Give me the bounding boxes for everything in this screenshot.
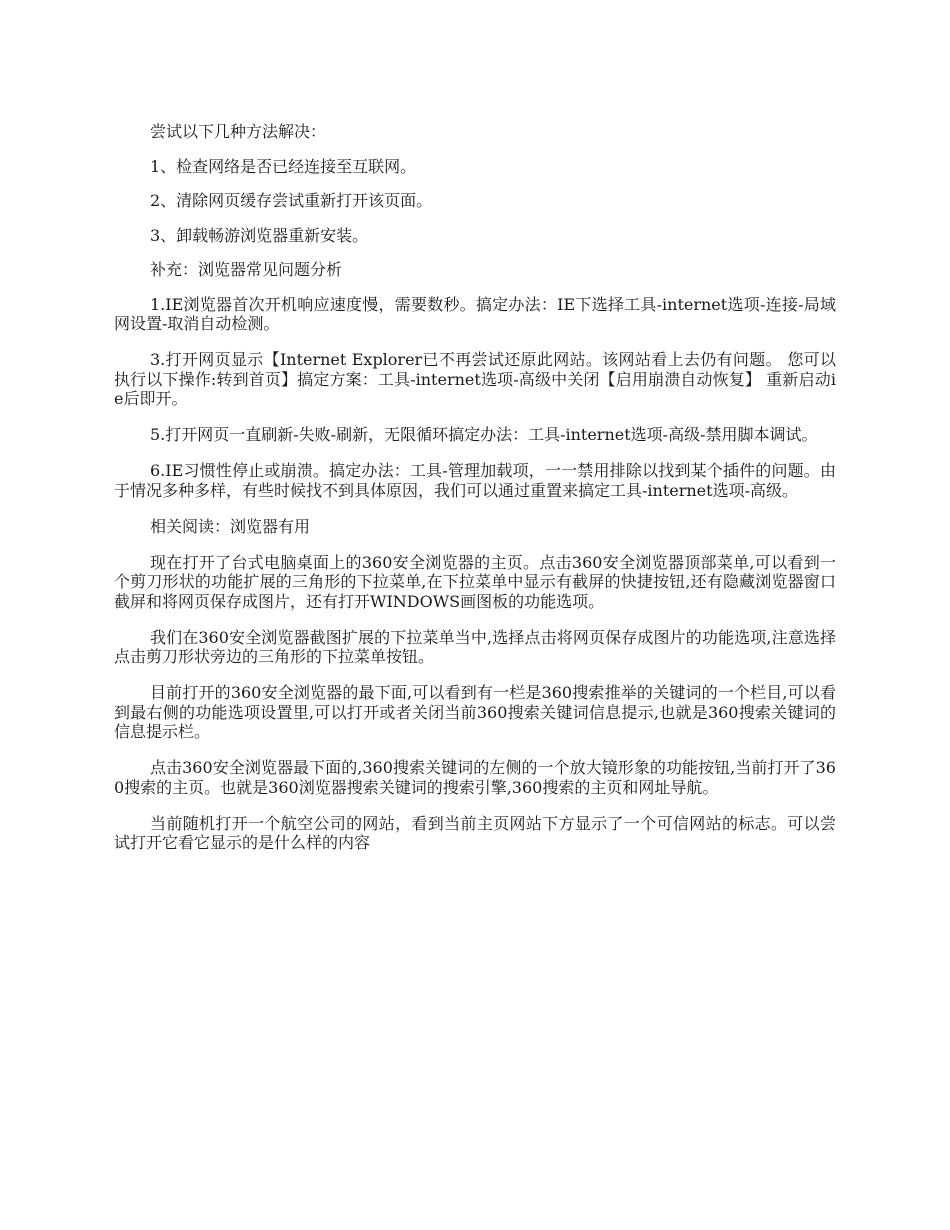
step-2-paragraph: 2、清除网页缓存尝试重新打开该页面。: [150, 191, 433, 210]
body-paragraph-3: 目前打开的360安全浏览器的最下面,可以看到有一栏是360搜索推举的关键词的一个栏目,可以看到最右侧的功能选项设置里,可以打开或者关闭当前360搜索关键词信息提示,也就是360搜索关键词的信息提示栏。: [114, 683, 836, 741]
issue-6-paragraph: 6.IE习惯性停止或崩溃。搞定办法：工具-管理加载项，一一禁用排除以找到某个插件的问题。由于情况多种多样，有些时候找不到具体原因，我们可以通过重置来搞定工具-internet选项-高级。: [114, 461, 836, 500]
body-paragraph-4: 点击360安全浏览器最下面的,360搜索关键词的左侧的一个放大镜形象的功能按钮,当前打开了360搜索的主页。也就是360浏览器搜索关键词的搜索引擎,360搜索的主页和网址导航。: [114, 758, 836, 797]
body-paragraph-1: 现在打开了台式电脑桌面上的360安全浏览器的主页。点击360安全浏览器顶部菜单,可以看到一个剪刀形状的功能扩展的三角形的下拉菜单,在下拉菜单中显示有截屏的快捷按钮,还有隐藏浏览器窗口截屏和将网页保存成图片，还有打开WINDOWS画图板的功能选项。: [114, 552, 836, 611]
issue-3-paragraph: 3.打开网页显示【Internet Explorer已不再尝试还原此网站。该网站看上去仍有问题。 您可以执行以下操作:转到首页】搞定方案：工具-internet选项-高级中关闭【启用崩溃自动恢复】 重新启动ie后即开。: [114, 350, 836, 408]
issue-1-paragraph: 1.IE浏览器首次开机响应速度慢，需要数秒。搞定办法：IE下选择工具-internet选项-连接-局域网设置-取消自动检测。: [114, 294, 836, 333]
intro-paragraph: 尝试以下几种方法解决：: [150, 122, 327, 141]
step-1-paragraph: 1、检查网络是否已经连接至互联网。: [150, 156, 417, 176]
related-reading-heading: 相关阅读：浏览器有用: [150, 516, 311, 536]
body-paragraph-2: 我们在360安全浏览器截图扩展的下拉菜单当中,选择点击将网页保存成图片的功能选项,注意选择点击剪刀形状旁边的三角形的下拉菜单按钮。: [114, 627, 836, 666]
supplement-heading: 补充：浏览器常见问题分析: [150, 260, 343, 279]
step-3-paragraph: 3、卸载畅游浏览器重新安装。: [150, 225, 369, 245]
issue-5-paragraph: 5.打开网页一直刷新-失败-刷新，无限循环搞定办法：工具-internet选项-高级-禁用脚本调试。: [150, 425, 818, 444]
document-body: [114, 122, 836, 869]
body-paragraph-5: 当前随机打开一个航空公司的网站，看到当前主页网站下方显示了一个可信网站的标志。可以尝试打开它看它显示的是什么样的内容: [114, 813, 836, 852]
